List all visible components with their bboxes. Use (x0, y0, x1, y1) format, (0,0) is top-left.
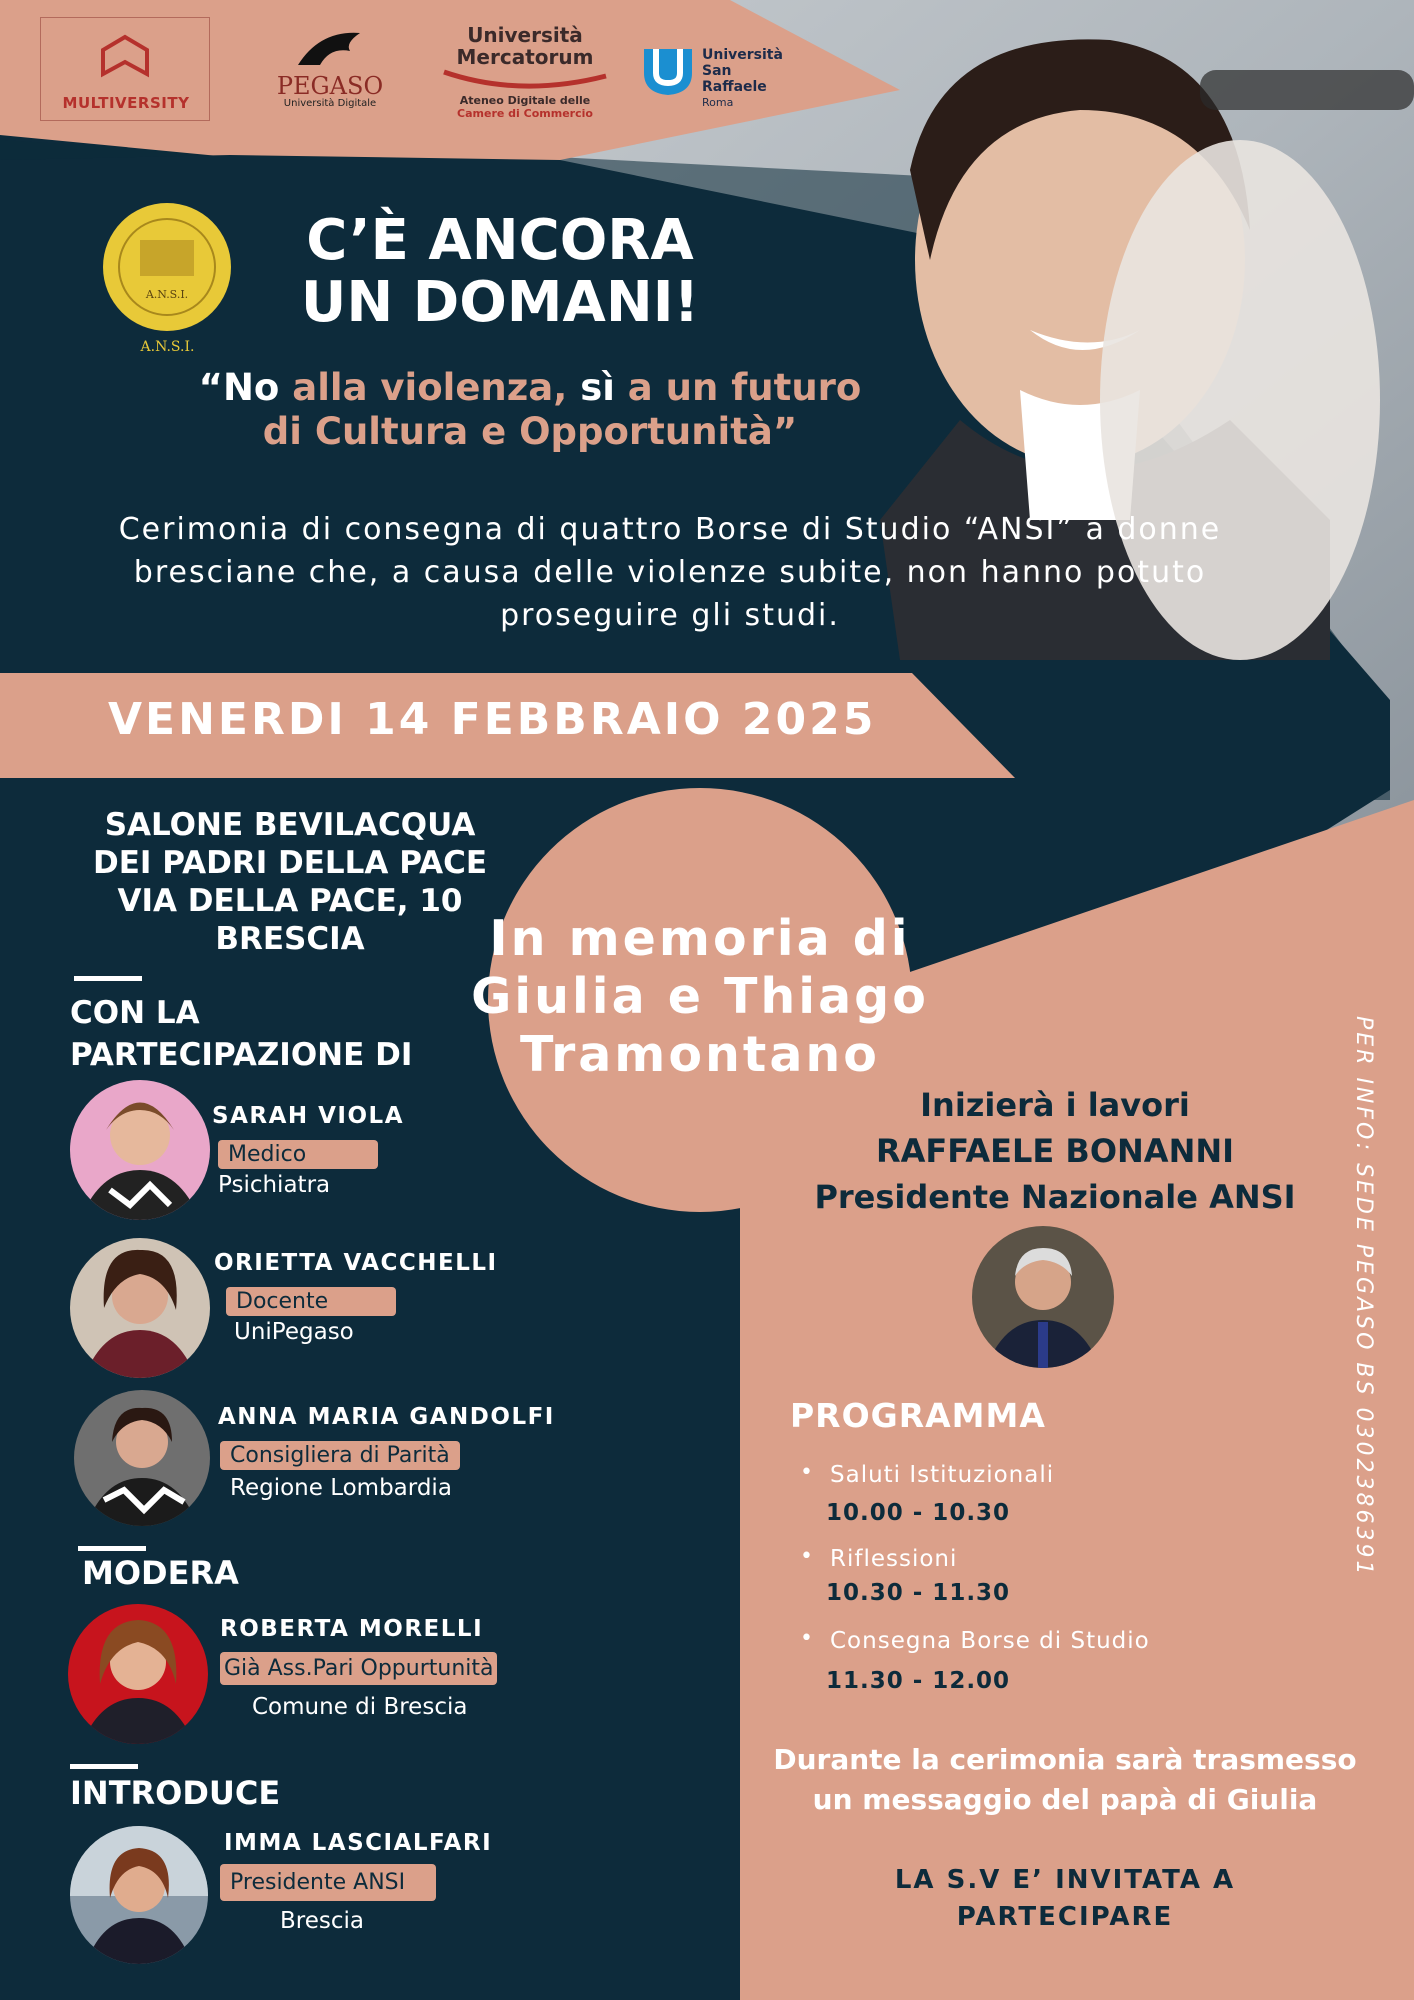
memorial-text (470, 910, 930, 1084)
avatar (74, 1390, 210, 1526)
ansi-seal-caption: A.N.S.I. (140, 339, 195, 355)
introduce-heading: INTRODUCE (70, 1774, 281, 1812)
mercatorum-sub2: Camere di Commercio (457, 107, 593, 120)
list-item: • Saluti Istituzionali 10.00 - 10.30 (800, 1460, 1055, 1526)
message-line2: un messaggio del papà di Giulia (812, 1783, 1318, 1816)
program-time: 11.30 - 12.00 (826, 1668, 1011, 1694)
quote-open: “No (198, 366, 293, 409)
speaker-role: Già Ass.Pari Oppurtunità (220, 1652, 497, 1685)
speaker-role: Consigliera di Parità (220, 1441, 460, 1470)
quote-si: sì (580, 366, 628, 409)
speaker-name: SARAH VIOLA (212, 1103, 404, 1129)
memorial-line2: Giulia e Thiago (471, 968, 929, 1025)
speaker-name: ROBERTA MORELLI (220, 1616, 484, 1642)
participation-heading (70, 992, 412, 1076)
participation-heading-line1: CON LA (70, 995, 200, 1031)
sanraffaele-logo (640, 45, 800, 109)
divider (74, 976, 142, 981)
venue-line4: BRESCIA (215, 921, 365, 957)
program-time: 10.00 - 10.30 (826, 1500, 1011, 1526)
opening-line1: Inizierà i lavori (920, 1086, 1190, 1124)
event-description: Cerimonia di consegna di quattro Borse di Studio “ANSI” a donne bresciane che, a causa delle violenze subite, non hanno potuto proseguire gli studi. (118, 512, 1222, 633)
speaker-sub: Regione Lombardia (230, 1475, 452, 1501)
speaker-sub: Psichiatra (218, 1172, 331, 1198)
venue-line3: VIA DELLA PACE, 10 (117, 883, 463, 919)
mercatorum-logo (440, 24, 610, 120)
venue-line1: SALONE BEVILACQUA (104, 807, 476, 843)
quote-part2: a un futuro (627, 366, 862, 409)
mercatorum-sub1: Ateneo Digitale delle (459, 94, 591, 107)
list-item: • Consegna Borse di Studio 11.30 - 12.00 (800, 1626, 1150, 1694)
speaker-role: Presidente ANSI (220, 1864, 436, 1901)
speaker-sub: Comune di Brescia (252, 1694, 468, 1720)
side-info: PER INFO: SEDE PEGASO BS 0302386391 (1351, 1016, 1376, 1578)
memorial-line1: In memoria di (489, 910, 911, 967)
program-title: Riflessioni (830, 1546, 958, 1572)
programma-list (796, 1460, 1316, 1706)
multiversity-icon (99, 34, 151, 80)
speaker-name: ORIETTA VACCHELLI (214, 1250, 498, 1276)
speaker-role: Docente (226, 1287, 396, 1316)
pegasus-icon (290, 25, 370, 70)
title-line1: C’È ANCORA (306, 208, 694, 273)
venue-line2: DEI PADRI DELLA PACE (92, 845, 488, 881)
opening-line3: Presidente Nazionale ANSI (814, 1178, 1296, 1216)
pegaso-sub: Università Digitale (283, 98, 377, 109)
ansi-seal-icon (100, 200, 235, 335)
divider (70, 1764, 138, 1769)
divider (78, 1546, 146, 1551)
invite-line2: PARTECIPARE (956, 1902, 1174, 1932)
invite-note (810, 1862, 1320, 1936)
program-time: 10.30 - 11.30 (826, 1580, 1011, 1606)
ansi-seal-logo (100, 200, 235, 355)
venue (80, 806, 500, 958)
mercatorum-swoosh-icon (440, 68, 610, 90)
sanraffaele-line2: San Raffaele (702, 63, 767, 95)
program-title: Consegna Borse di Studio (830, 1628, 1150, 1654)
speaker-sub: UniPegaso (234, 1319, 354, 1345)
title-line2: UN DOMANI! (300, 270, 700, 335)
speaker-role: Medico (218, 1140, 378, 1169)
speaker-name: IMMA LASCIALFARI (224, 1830, 493, 1856)
message-line1: Durante la cerimonia sarà trasmesso (773, 1743, 1357, 1776)
mercatorum-line1: Università (467, 23, 583, 47)
ansi-seal-text: A.N.S.I. (145, 288, 189, 301)
sanraffaele-shield-icon (640, 45, 696, 97)
page-title (250, 210, 750, 334)
avatar (70, 1238, 210, 1378)
opening-line2: RAFFAELE BONANNI (875, 1132, 1235, 1170)
quote (150, 366, 910, 454)
programma-heading: PROGRAMMA (790, 1396, 1046, 1435)
pegaso-name: PEGASO (276, 72, 384, 100)
speaker-sub: Brescia (280, 1908, 364, 1934)
multiversity-text: MULTIVERSITY (62, 94, 190, 112)
invite-line1: LA S.V E’ INVITATA A (894, 1865, 1236, 1895)
avatar (70, 1080, 210, 1220)
modera-heading: MODERA (82, 1554, 239, 1592)
avatar (70, 1826, 208, 1964)
event-date: VENERDI 14 FEBBRAIO 2025 (108, 694, 877, 745)
message-note (760, 1740, 1370, 1820)
quote-line2: di Cultura e Opportunità” (262, 410, 798, 453)
sanraffaele-line3: Roma (702, 96, 734, 109)
pegaso-logo (270, 25, 390, 109)
sanraffaele-line1: Università (702, 47, 783, 63)
speaker-name: ANNA MARIA GANDOLFI (218, 1404, 555, 1430)
list-item: • Riflessioni 10.30 - 11.30 (800, 1544, 1011, 1606)
quote-part1: alla violenza, (292, 366, 581, 409)
memorial-line3: Tramontano (520, 1026, 880, 1083)
mercatorum-line2: Mercatorum (456, 45, 594, 69)
multiversity-logo (40, 17, 210, 121)
program-title: Saluti Istituzionali (830, 1462, 1055, 1488)
participation-heading-line2: PARTECIPAZIONE DI (70, 1037, 413, 1073)
opening-speaker (760, 1082, 1350, 1220)
avatar (972, 1226, 1114, 1368)
avatar (68, 1604, 208, 1744)
